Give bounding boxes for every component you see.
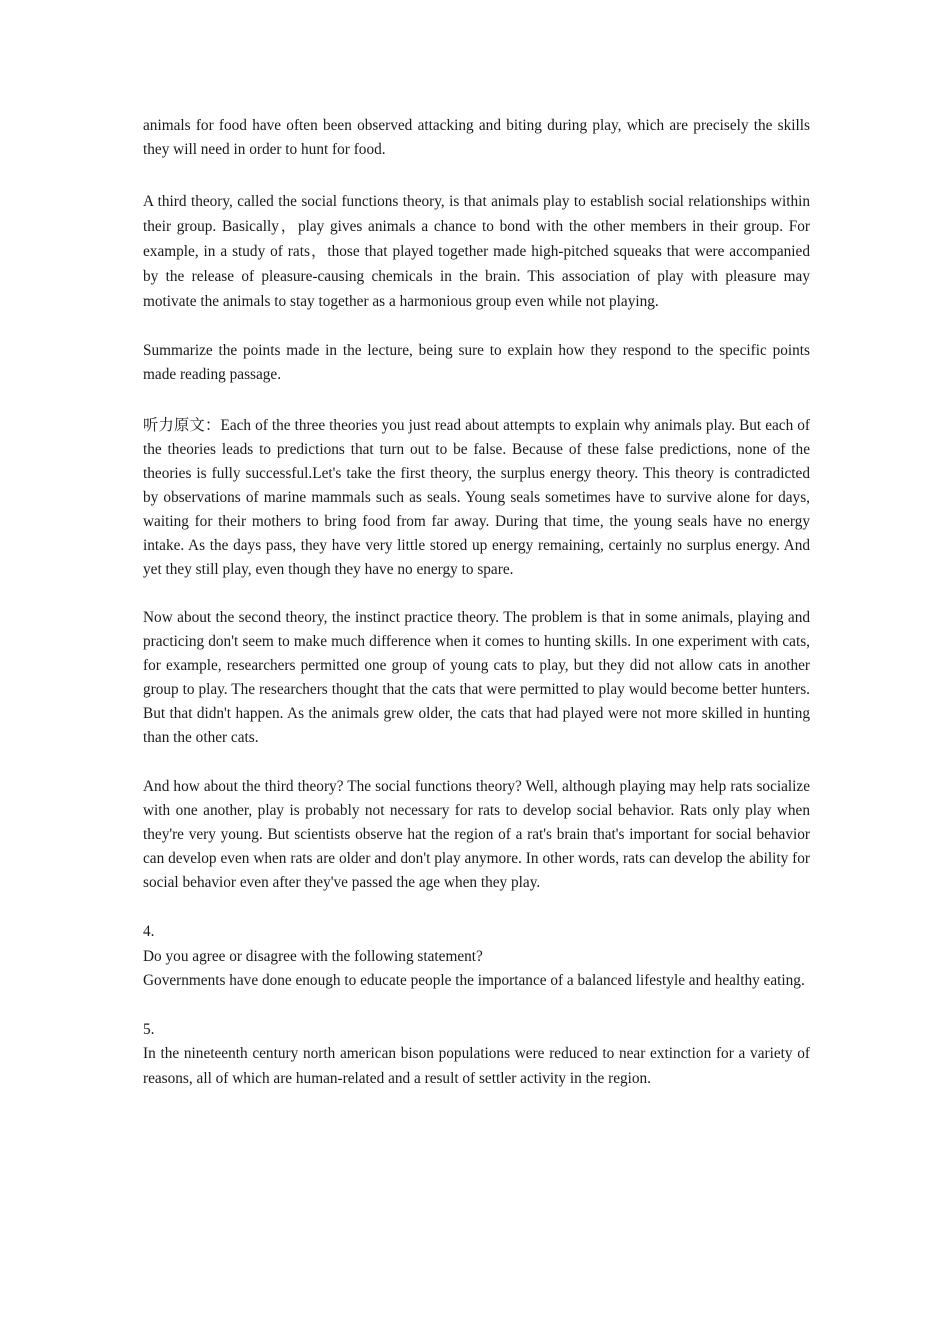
paragraph-listening-transcript: 听力原文：Each of the three theories you just read about attempts to explain why animals play. But each of the theories leads to predictions that turn out to be false. Because of these false predictions, none of the theories is fully successful.Let's take the first theory, the surplus energy theory. This theory is contradicted by observations of marine mammals such as seals. Young seals sometimes have to survive alone for days, waiting for their mothers to bring food from far away. During that time, the young seals have no energy intake. As the days pass, they have very little stored up energy remaining, certainly no surplus energy. And yet they still play, even though they have no energy to spare. (143, 417, 810, 578)
document-page (143, 114, 810, 1091)
question-4-statement: Governments have done enough to educate people the importance of a balanced lifestyle and healthy eating. (143, 972, 805, 989)
question-4 (143, 920, 810, 994)
question-5 (143, 1018, 810, 1092)
question-5-text: In the nineteenth century north american bison populations were reduced to near extinction for a variety of reasons, all of which are human-related and a result of settler activity in the region. (143, 1045, 810, 1087)
spacer (143, 994, 810, 1018)
paragraph-instinct-practice-theory: Now about the second theory, the instinct practice theory. The problem is that in some animals, playing and practicing don't seem to make much difference when it comes to hunting skills. In one experiment with cats, for example, researchers permitted one group of young cats to play, but they did not allow cats in another group to play. The researchers thought that the cats that were permitted to play would become better hunters. But that didn't happen. As the animals grew older, the cats that had played were not more skilled in hunting than the other cats. (143, 609, 810, 746)
paragraph-social-functions-theory: A third theory, called the social functions theory, is that animals play to establish social relationships within their group. Basically，play gives animals a chance to bond with the other members in their group. For example, in a study of rats，those that played together made high-pitched squeaks that were accompanied by the release of pleasure-causing chemicals in the brain. This association of play with pleasure may motivate the animals to stay together as a harmonious group even while not playing. (143, 193, 810, 310)
paragraph-summarize-instruction: Summarize the points made in the lecture, being sure to explain how they respond to the specific points made reading passage. (143, 342, 810, 383)
question-4-number: 4. (143, 923, 155, 940)
paragraph-play-skills: animals for food have often been observed attacking and biting during play, which are precisely the skills they will need in order to hunt for food. (143, 117, 810, 158)
paragraph-social-functions-rebuttal: And how about the third theory? The social functions theory? Well, although playing may help rats socialize with one another, play is probably not necessary for rats to develop social behavior. Rats only play when they're very young. But scientists observe hat the region of a rat's brain that's important for social behavior can develop even when rats are older and don't play anymore. In other words, rats can develop the ability for social behavior even after they've passed the age when they play. (143, 778, 810, 891)
question-5-number: 5. (143, 1020, 155, 1038)
question-4-prompt: Do you agree or disagree with the following statement? (143, 947, 483, 965)
